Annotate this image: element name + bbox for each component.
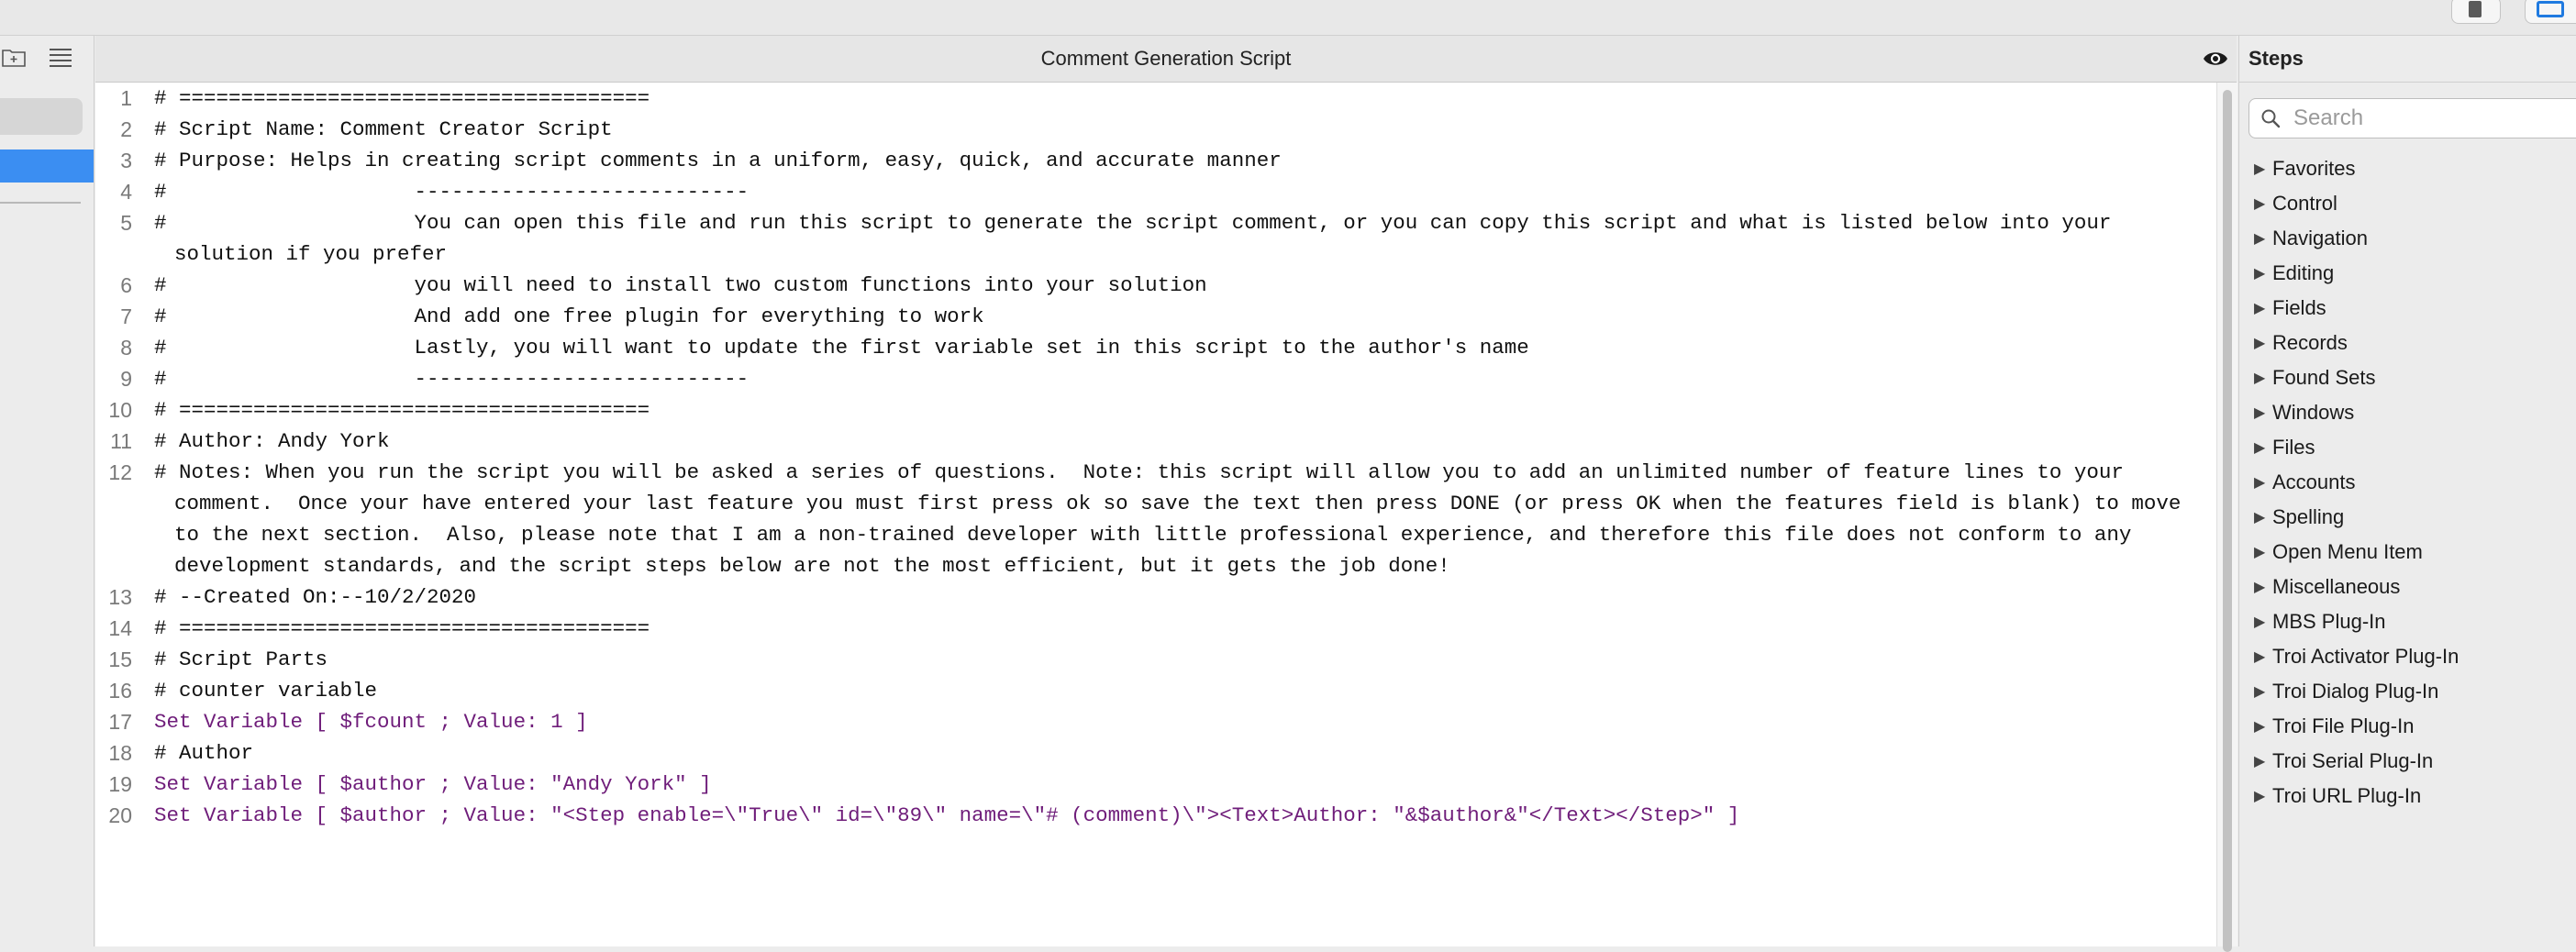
comment-text: # ---------------------------: [154, 180, 749, 204]
disclosure-triangle-icon[interactable]: ▶: [2254, 336, 2266, 351]
script-line[interactable]: [95, 613, 2215, 644]
disclosure-triangle-icon[interactable]: ▶: [2254, 789, 2266, 804]
comment-text: # Author: Andy York: [154, 429, 390, 453]
script-line[interactable]: [95, 675, 2215, 706]
line-number: 8: [120, 336, 132, 360]
disclosure-triangle-icon[interactable]: ▶: [2254, 649, 2266, 665]
line-number: 6: [120, 273, 132, 297]
steps-search-input[interactable]: [2292, 99, 2570, 138]
steps-panel: [2238, 36, 2576, 946]
disclosure-triangle-icon[interactable]: ▶: [2254, 440, 2266, 456]
line-number: 3: [120, 149, 132, 172]
script-line[interactable]: [95, 83, 2215, 114]
step-category-label: Troi URL Plug-In: [2272, 784, 2422, 807]
step-category-label: Miscellaneous: [2272, 575, 2401, 598]
script-line[interactable]: [95, 332, 2215, 363]
step-category[interactable]: [2254, 151, 2459, 186]
step-category-label: Troi Activator Plug-In: [2272, 645, 2459, 668]
script-line[interactable]: [95, 457, 2215, 581]
step-category-label: Open Menu Item: [2272, 540, 2423, 563]
script-steps-area[interactable]: [95, 83, 2215, 946]
editor-header: [95, 36, 2237, 83]
step-category-label: Records: [2272, 331, 2348, 354]
eye-icon[interactable]: [2202, 48, 2229, 70]
step-category[interactable]: [2254, 326, 2459, 360]
script-line[interactable]: [95, 706, 2215, 737]
step-category-label: Troi File Plug-In: [2272, 714, 2415, 737]
step-category-label: Found Sets: [2272, 366, 2376, 389]
script-line[interactable]: [95, 737, 2215, 769]
script-list-item-selected[interactable]: [0, 149, 94, 183]
step-category-label: Troi Serial Plug-In: [2272, 749, 2434, 772]
steps-search-box[interactable]: [2248, 98, 2576, 138]
script-line[interactable]: [95, 270, 2215, 301]
step-category[interactable]: [2254, 674, 2459, 709]
step-category[interactable]: [2254, 291, 2459, 326]
script-step-text: Set Variable [ $author ; Value: "Andy York" ]: [154, 772, 712, 796]
line-number: 20: [108, 803, 132, 827]
step-category[interactable]: [2254, 465, 2459, 500]
script-line[interactable]: [95, 426, 2215, 457]
step-category[interactable]: [2254, 779, 2459, 814]
script-line[interactable]: [95, 581, 2215, 613]
line-number: 17: [108, 710, 132, 734]
step-category-label: Files: [2272, 436, 2315, 459]
comment-text: # Notes: When you run the script you will be asked a series of questions. Note: this script will allow you to add an unlimited number of feature lines to your comment. Once your have entered your last feature you must first press ok so save the text then press DONE (or press OK when the features field is blank) to move to the next section. Also, please note that I am a non-trained developer with little professional experience, and therefore this file does not conform to any development standards, and the script steps below are not the most efficient, but it gets the job done!: [154, 460, 2193, 578]
script-line[interactable]: [95, 769, 2215, 800]
sidebar-divider: [0, 202, 81, 204]
step-category[interactable]: [2254, 186, 2459, 221]
script-line[interactable]: [95, 207, 2215, 270]
script-line[interactable]: [95, 145, 2215, 176]
script-step-text: Set Variable [ $author ; Value: "<Step enable=\"True\" id=\"89\" name=\"# (comment)\"><Text>Author: "&$author&"</Text></Step>" ]: [154, 803, 1740, 827]
step-category[interactable]: [2254, 604, 2459, 639]
disclosure-triangle-icon[interactable]: ▶: [2254, 405, 2266, 421]
editor-scrollbar[interactable]: [2216, 83, 2237, 946]
comment-text: # ======================================: [154, 616, 650, 640]
comment-text: # Script Name: Comment Creator Script: [154, 117, 613, 141]
comment-text: # ---------------------------: [154, 367, 749, 391]
disclosure-triangle-icon[interactable]: ▶: [2254, 231, 2266, 247]
comment-text: # And add one free plugin for everything to work: [154, 304, 984, 328]
script-list-item[interactable]: [0, 98, 83, 135]
disclosure-triangle-icon[interactable]: ▶: [2254, 580, 2266, 595]
step-category[interactable]: [2254, 221, 2459, 256]
step-category[interactable]: [2254, 639, 2459, 674]
disclosure-triangle-icon[interactable]: ▶: [2254, 475, 2266, 491]
toolbar-layout-button[interactable]: [2525, 0, 2576, 24]
step-category-label: Control: [2272, 192, 2337, 215]
disclosure-triangle-icon[interactable]: ▶: [2254, 510, 2266, 526]
comment-text: # Author: [154, 741, 254, 765]
script-line[interactable]: [95, 363, 2215, 394]
step-category-label: MBS Plug-In: [2272, 610, 2386, 633]
step-category[interactable]: [2254, 430, 2459, 465]
line-number: 15: [108, 648, 132, 671]
steps-panel-title: Steps: [2248, 47, 2304, 70]
script-line[interactable]: [95, 301, 2215, 332]
divider: [2239, 82, 2576, 83]
steps-category-list: [2254, 151, 2459, 814]
script-line[interactable]: [95, 800, 2215, 831]
script-title: Comment Generation Script: [1040, 47, 1292, 70]
line-number: 7: [120, 304, 132, 328]
comment-text: # Lastly, you will want to update the first variable set in this script to the author's name: [154, 336, 1529, 360]
page-icon: [2469, 1, 2482, 17]
disclosure-triangle-icon[interactable]: ▶: [2254, 545, 2266, 560]
comment-text: # Purpose: Helps in creating script comments in a uniform, easy, quick, and accurate manner: [154, 149, 1282, 172]
toolbar-page-button[interactable]: [2451, 0, 2501, 24]
line-number: 18: [108, 741, 132, 765]
step-category-label: Spelling: [2272, 505, 2345, 528]
comment-text: # ======================================: [154, 86, 650, 110]
disclosure-triangle-icon[interactable]: ▶: [2254, 684, 2266, 700]
line-number: 9: [120, 367, 132, 391]
comment-text: # you will need to install two custom functions into your solution: [154, 273, 1207, 297]
line-number: 11: [110, 429, 132, 453]
scripts-sidebar: [0, 36, 94, 946]
comment-text: # counter variable: [154, 679, 378, 703]
disclosure-triangle-icon[interactable]: ▶: [2254, 754, 2266, 769]
step-category-label: Troi Dialog Plug-In: [2272, 680, 2439, 703]
script-line[interactable]: [95, 394, 2215, 426]
step-category-label: Favorites: [2272, 157, 2356, 180]
step-category[interactable]: [2254, 744, 2459, 779]
step-category[interactable]: [2254, 500, 2459, 535]
step-category-label: Windows: [2272, 401, 2355, 424]
new-folder-icon[interactable]: [2, 47, 26, 67]
step-category-label: Fields: [2272, 296, 2326, 319]
step-category-label: Accounts: [2272, 470, 2356, 493]
disclosure-triangle-icon[interactable]: ▶: [2254, 301, 2266, 316]
line-number: 13: [108, 585, 132, 609]
comment-text: # --Created On:--10/2/2020: [154, 585, 477, 609]
step-category[interactable]: [2254, 570, 2459, 604]
script-line[interactable]: [95, 644, 2215, 675]
line-number: 4: [120, 180, 132, 204]
layout-icon: [2537, 1, 2564, 17]
line-number: 10: [108, 398, 132, 422]
window-toolbar: [0, 0, 2576, 36]
step-category[interactable]: [2254, 395, 2459, 430]
line-number: 12: [108, 460, 132, 484]
disclosure-triangle-icon[interactable]: ▶: [2254, 371, 2266, 386]
line-number: 16: [108, 679, 132, 703]
line-number: 19: [108, 772, 132, 796]
disclosure-triangle-icon[interactable]: ▶: [2254, 196, 2266, 212]
script-step-text: Set Variable [ $fcount ; Value: 1 ]: [154, 710, 588, 734]
list-view-icon[interactable]: [48, 47, 73, 67]
disclosure-triangle-icon[interactable]: ▶: [2254, 161, 2266, 177]
disclosure-triangle-icon[interactable]: ▶: [2254, 719, 2266, 735]
line-number: 14: [108, 616, 132, 640]
step-category[interactable]: [2254, 256, 2459, 291]
comment-text: # ======================================: [154, 398, 650, 422]
disclosure-triangle-icon[interactable]: ▶: [2254, 266, 2266, 282]
scrollbar-thumb[interactable]: [2223, 90, 2232, 952]
line-number: 1: [120, 86, 132, 110]
step-category-label: Editing: [2272, 261, 2335, 284]
step-category[interactable]: [2254, 535, 2459, 570]
script-line[interactable]: [95, 176, 2215, 207]
step-category-label: Navigation: [2272, 227, 2368, 249]
line-number: 5: [120, 211, 132, 235]
line-number: 2: [120, 117, 132, 141]
disclosure-triangle-icon[interactable]: ▶: [2254, 614, 2266, 630]
step-category[interactable]: [2254, 709, 2459, 744]
script-line[interactable]: [95, 114, 2215, 145]
step-category[interactable]: [2254, 360, 2459, 395]
comment-text: # Script Parts: [154, 648, 328, 671]
comment-text: # You can open this file and run this script to generate the script comment, or you can copy this script and what is listed below into your solution if you prefer: [154, 211, 2124, 266]
search-icon: [2260, 108, 2281, 128]
script-editor: [95, 36, 2237, 946]
